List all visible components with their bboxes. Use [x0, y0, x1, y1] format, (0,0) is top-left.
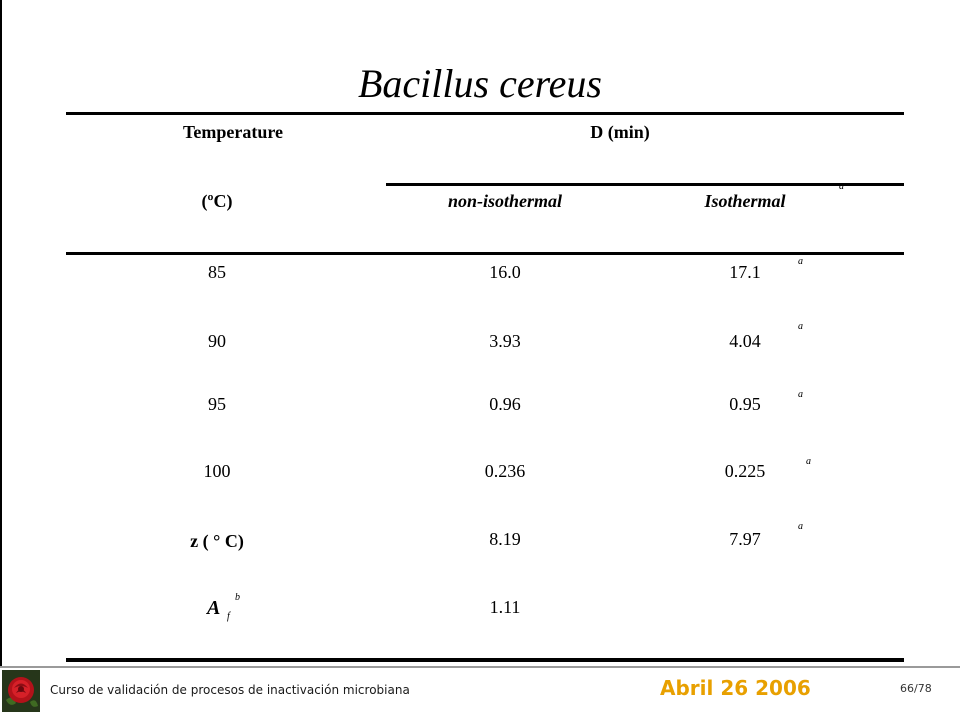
header-isothermal: Isothermal: [704, 191, 786, 211]
slide-title: Bacillus cereus: [357, 61, 602, 106]
rose-logo: [2, 670, 40, 712]
isothermal-footnote-mark: a: [839, 181, 844, 192]
isothermal-cell: 7.97: [729, 529, 761, 549]
af-footnote-mark: b: [235, 592, 240, 603]
af-subscript: f: [227, 611, 230, 622]
non-isothermal-cell: 3.93: [489, 331, 521, 351]
header-bottom-rule: [66, 252, 904, 255]
footer-divider: [0, 666, 960, 668]
header-temperature: Temperature: [183, 122, 283, 142]
isothermal-cell: 17.1: [729, 262, 761, 282]
non-isothermal-cell: 0.96: [489, 394, 521, 414]
af-label: A: [207, 597, 221, 619]
footer-date: Abril 26 2006: [660, 676, 811, 700]
rose-icon: [2, 670, 40, 712]
isothermal-cell: 4.04: [729, 331, 761, 351]
non-isothermal-cell: 16.0: [489, 262, 521, 282]
non-isothermal-cell: 1.11: [489, 597, 521, 617]
isothermal-cell: 0.225: [724, 461, 766, 481]
footnote-mark: a: [798, 521, 803, 532]
temperature-cell: 95: [208, 394, 226, 414]
footnote-mark: a: [798, 389, 803, 400]
header-d-min: D (min): [590, 122, 650, 142]
temperature-cell: 90: [208, 331, 226, 351]
footnote-mark: a: [798, 256, 803, 267]
temperature-cell: 85: [208, 262, 226, 282]
footnote-mark: a: [798, 321, 803, 332]
non-isothermal-cell: 0.236: [484, 461, 526, 481]
non-isothermal-cell: 8.19: [489, 529, 521, 549]
subheader-rule: [386, 183, 904, 186]
table-bottom-rule: [66, 658, 904, 662]
course-title: Curso de validación de procesos de inactivación microbiana: [50, 683, 410, 697]
header-non-isothermal: non-isothermal: [447, 191, 563, 211]
footnote-mark: a: [806, 456, 811, 467]
temperature-cell: 100: [203, 461, 231, 481]
page-number: 66/78: [900, 682, 932, 695]
isothermal-cell: 0.95: [729, 394, 761, 414]
header-unit: (ºC): [201, 191, 233, 211]
table-top-rule: [66, 112, 904, 115]
z-value-label: z ( ° C): [190, 531, 244, 551]
